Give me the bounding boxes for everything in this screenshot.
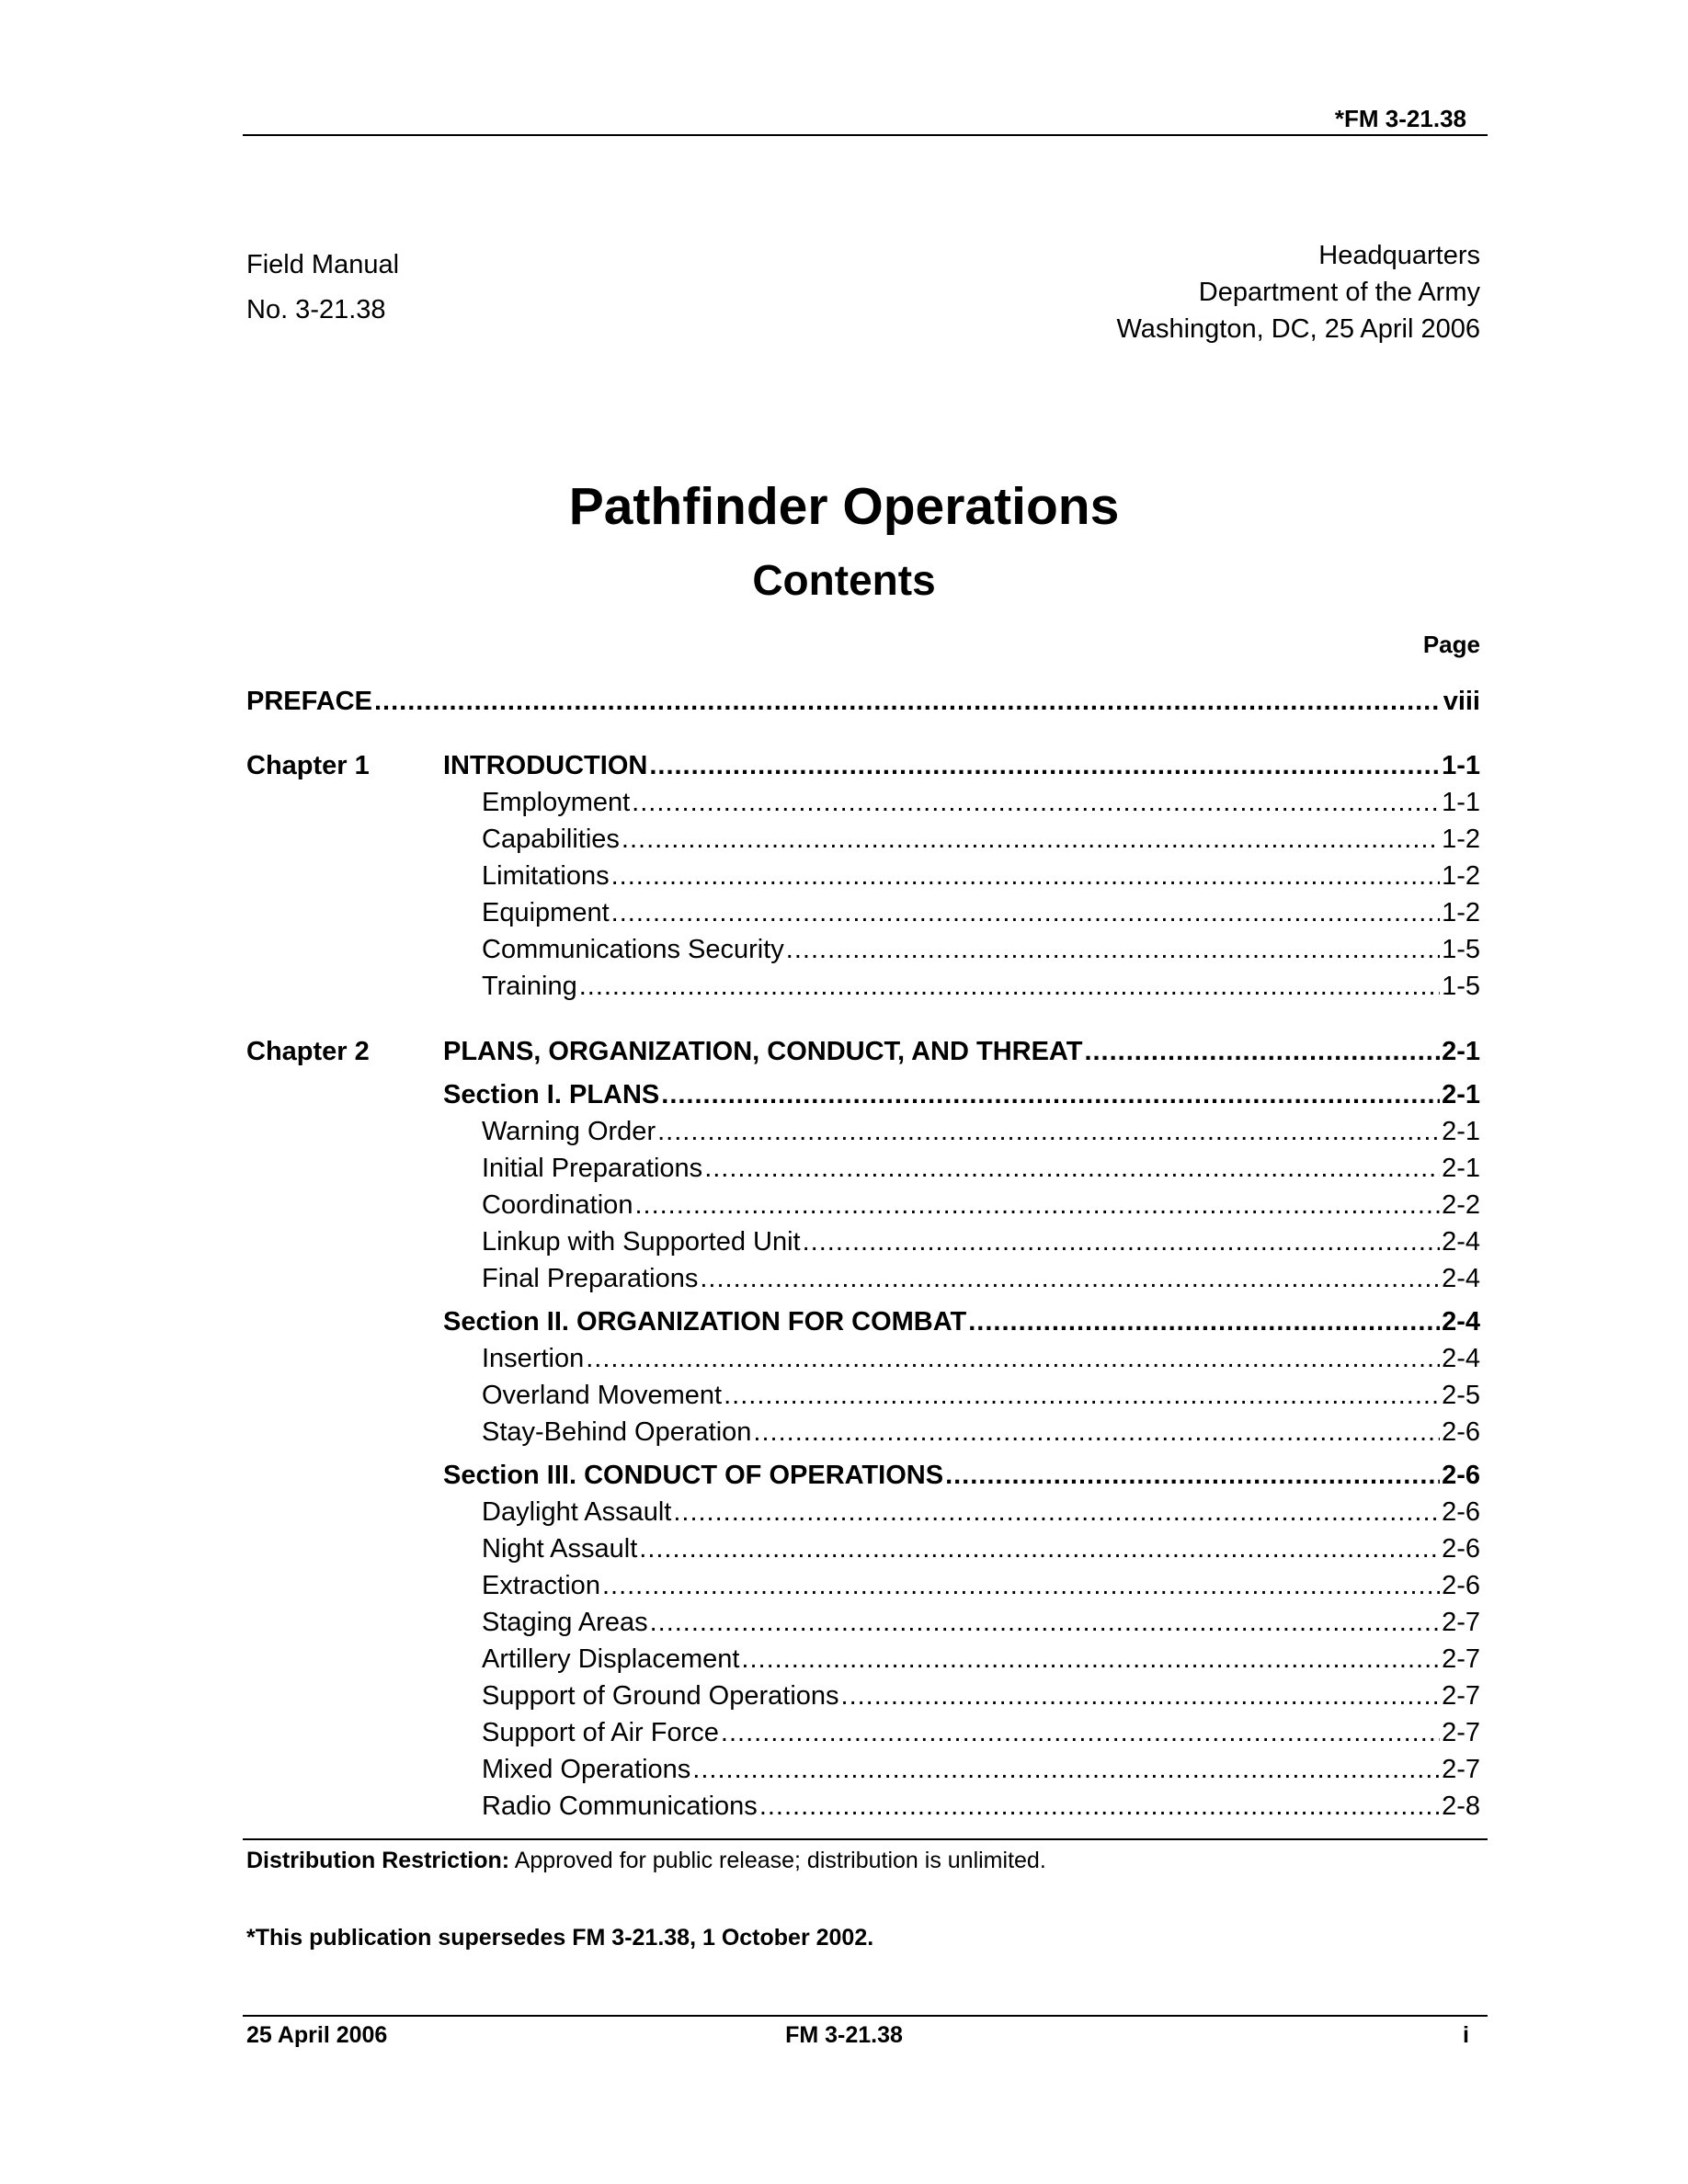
toc-entry[interactable]	[482, 1379, 1480, 1412]
toc-entry[interactable]	[482, 1496, 1480, 1529]
toc-entry[interactable]	[482, 823, 1480, 856]
toc-entry[interactable]	[482, 1189, 1480, 1222]
toc-entry-page: 2-4	[1442, 1344, 1480, 1373]
toc-entry-label: Warning Order	[482, 1117, 656, 1146]
dot-leader	[634, 1189, 1440, 1222]
toc-entry-label: Linkup with Supported Unit	[482, 1227, 801, 1257]
footer-date: 25 April 2006	[246, 2022, 388, 2048]
toc-entry-page: 2-6	[1442, 1417, 1480, 1447]
toc-entry-label: Overland Movement	[482, 1381, 723, 1410]
toc-entry-page: 2-1	[1442, 1154, 1480, 1183]
toc-entry-page: 1-2	[1442, 825, 1480, 854]
toc-entry-label: Radio Communications	[482, 1792, 758, 1821]
chapter-label: Chapter 1	[246, 751, 370, 780]
toc-entry-label: Training	[482, 972, 577, 1001]
toc-entry-page: 2-7	[1442, 1681, 1480, 1711]
toc-entry-label: Section I. PLANS	[443, 1080, 660, 1109]
distribution-text: Approved for public release; distribution is unlimited.	[514, 1848, 1046, 1873]
toc-entry[interactable]	[482, 1716, 1480, 1749]
chapter-label: Chapter 2	[246, 1037, 370, 1066]
dot-leader	[650, 1606, 1441, 1639]
toc-entry-page: 2-1	[1442, 1037, 1480, 1066]
toc-entry-page: 1-2	[1442, 898, 1480, 927]
toc-entry-page: 2-7	[1442, 1755, 1480, 1784]
header-rule	[243, 134, 1488, 136]
toc-entry-label: Capabilities	[482, 825, 620, 854]
toc-entry-label: Support of Ground Operations	[482, 1681, 839, 1711]
toc-entry-page: 2-7	[1442, 1608, 1480, 1637]
toc-entry[interactable]	[482, 1753, 1480, 1786]
dot-leader	[639, 1532, 1440, 1565]
toc-entry-label: Equipment	[482, 898, 610, 927]
toc-entry-page: 2-6	[1442, 1534, 1480, 1564]
toc-entry-preface[interactable]	[246, 685, 1480, 718]
toc-entry-page: 2-2	[1442, 1190, 1480, 1220]
dot-leader	[721, 1716, 1440, 1749]
dot-leader	[968, 1305, 1440, 1338]
toc-entry[interactable]	[482, 1416, 1480, 1449]
toc-entry-label: Daylight Assault	[482, 1497, 672, 1527]
dot-leader	[657, 1115, 1440, 1148]
publication-number-block	[246, 243, 399, 333]
headquarters-label: Headquarters	[1318, 241, 1480, 270]
toc-entry-label: PLANS, ORGANIZATION, CONDUCT, AND THREAT	[443, 1037, 1083, 1066]
dot-leader	[632, 786, 1440, 819]
toc-entry-page: 1-5	[1442, 972, 1480, 1001]
issuing-authority-block	[1117, 237, 1480, 347]
toc-entry-page: 2-7	[1442, 1718, 1480, 1747]
toc-entry[interactable]	[482, 1225, 1480, 1258]
toc-entry-page: 2-4	[1442, 1227, 1480, 1257]
dot-leader	[841, 1679, 1441, 1712]
toc-entry-page: 2-6	[1442, 1497, 1480, 1527]
toc-entry[interactable]	[482, 1115, 1480, 1148]
toc-entry-label: Initial Preparations	[482, 1154, 703, 1183]
document-title: Pathfinder Operations	[568, 477, 1120, 536]
dot-leader	[602, 1569, 1440, 1602]
toc-entry-page: 2-8	[1442, 1792, 1480, 1821]
toc-entry-page: 1-5	[1442, 935, 1480, 964]
toc-entry-label: Coordination	[482, 1190, 633, 1220]
dot-leader	[786, 933, 1440, 966]
dot-leader	[692, 1753, 1440, 1786]
toc-entry-page: viii	[1443, 687, 1480, 716]
distribution-label: Distribution Restriction:	[246, 1848, 510, 1873]
toc-entry-label: Artillery Displacement	[482, 1644, 740, 1674]
toc-entry-label: Employment	[482, 788, 631, 817]
dot-leader	[724, 1379, 1440, 1412]
toc-entry-label: INTRODUCTION	[443, 751, 648, 780]
toc-entry[interactable]	[482, 1679, 1480, 1712]
dot-leader	[579, 970, 1440, 1003]
toc-entry[interactable]	[482, 970, 1480, 1003]
toc-entry-page: 2-6	[1442, 1461, 1480, 1490]
toc-entry-label: PREFACE	[246, 687, 372, 716]
toc-entry[interactable]	[482, 1342, 1480, 1375]
toc-entry-page: 2-5	[1442, 1381, 1480, 1410]
toc-entry-page: 2-1	[1442, 1080, 1480, 1109]
toc-entry-label: Extraction	[482, 1571, 600, 1600]
dot-leader	[611, 859, 1440, 893]
distribution-rule	[243, 1838, 1488, 1840]
dot-leader	[374, 685, 1442, 718]
dot-leader	[661, 1078, 1440, 1111]
toc-entry-label: Mixed Operations	[482, 1755, 691, 1784]
toc-entry[interactable]	[482, 1606, 1480, 1639]
toc-entry[interactable]	[482, 859, 1480, 893]
toc-entry-label: Night Assault	[482, 1534, 638, 1564]
running-header-code: *FM 3-21.38	[1334, 105, 1466, 132]
toc-entry-chapter2[interactable]	[443, 1035, 1480, 1068]
toc-entry-label: Support of Air Force	[482, 1718, 719, 1747]
toc-entry-page: 2-1	[1442, 1117, 1480, 1146]
toc-entry-page: 2-4	[1442, 1264, 1480, 1293]
dot-leader	[586, 1342, 1440, 1375]
footer-rule	[243, 2015, 1488, 2017]
contents-heading: Contents	[752, 556, 936, 604]
field-manual-label: Field Manual	[246, 250, 400, 279]
dot-leader	[611, 896, 1440, 929]
toc-entry[interactable]	[482, 1569, 1480, 1602]
department-label: Department of the Army	[1198, 278, 1480, 307]
toc-entry-label: Staging Areas	[482, 1608, 648, 1637]
toc-entry[interactable]	[482, 896, 1480, 929]
toc-entry[interactable]	[482, 1643, 1480, 1676]
dot-leader	[649, 749, 1440, 782]
dot-leader	[700, 1262, 1440, 1295]
toc-entry[interactable]	[482, 786, 1480, 819]
toc-entry-label: Insertion	[482, 1344, 585, 1373]
toc-entry[interactable]	[482, 1262, 1480, 1295]
field-manual-number: No. 3-21.38	[246, 295, 386, 324]
toc-entry-label: Communications Security	[482, 935, 784, 964]
location-date: Washington, DC, 25 April 2006	[1116, 314, 1480, 344]
toc-entry-page: 2-7	[1442, 1644, 1480, 1674]
dot-leader	[741, 1643, 1440, 1676]
toc-entry-label: Section II. ORGANIZATION FOR COMBAT	[443, 1307, 967, 1337]
page-column-label: Page	[1422, 631, 1480, 658]
toc-entry[interactable]	[482, 1790, 1480, 1823]
dot-leader	[1084, 1035, 1440, 1068]
toc-entry-section[interactable]	[443, 1078, 1480, 1111]
toc-entry-label: Stay-Behind Operation	[482, 1417, 752, 1447]
footer-page-number: i	[1463, 2022, 1469, 2048]
toc-entry-label: Section III. CONDUCT OF OPERATIONS	[443, 1461, 944, 1490]
toc-entry-label: Limitations	[482, 861, 610, 891]
toc-entry-section[interactable]	[443, 1305, 1480, 1338]
supersedes-note: *This publication supersedes FM 3-21.38, 1 October 2002.	[246, 1925, 874, 1951]
toc-entry[interactable]	[482, 1152, 1480, 1185]
dot-leader	[622, 823, 1440, 856]
toc-entry-chapter1[interactable]	[443, 749, 1480, 782]
toc-entry[interactable]	[482, 1532, 1480, 1565]
dot-leader	[759, 1790, 1440, 1823]
dot-leader	[945, 1459, 1440, 1492]
toc-entry-page: 1-1	[1442, 751, 1480, 780]
toc-entry-page: 1-2	[1442, 861, 1480, 891]
dot-leader	[753, 1416, 1440, 1449]
toc-entry-page: 2-6	[1442, 1571, 1480, 1600]
toc-entry-page: 1-1	[1442, 788, 1480, 817]
distribution-restriction	[246, 1848, 1046, 1874]
toc-entry-section[interactable]	[443, 1459, 1480, 1492]
dot-leader	[704, 1152, 1440, 1185]
footer-code: FM 3-21.38	[785, 2022, 903, 2048]
dot-leader	[803, 1225, 1440, 1258]
dot-leader	[673, 1496, 1440, 1529]
toc-entry-page: 2-4	[1442, 1307, 1480, 1337]
toc-entry[interactable]	[482, 933, 1480, 966]
toc-entry-label: Final Preparations	[482, 1264, 699, 1293]
